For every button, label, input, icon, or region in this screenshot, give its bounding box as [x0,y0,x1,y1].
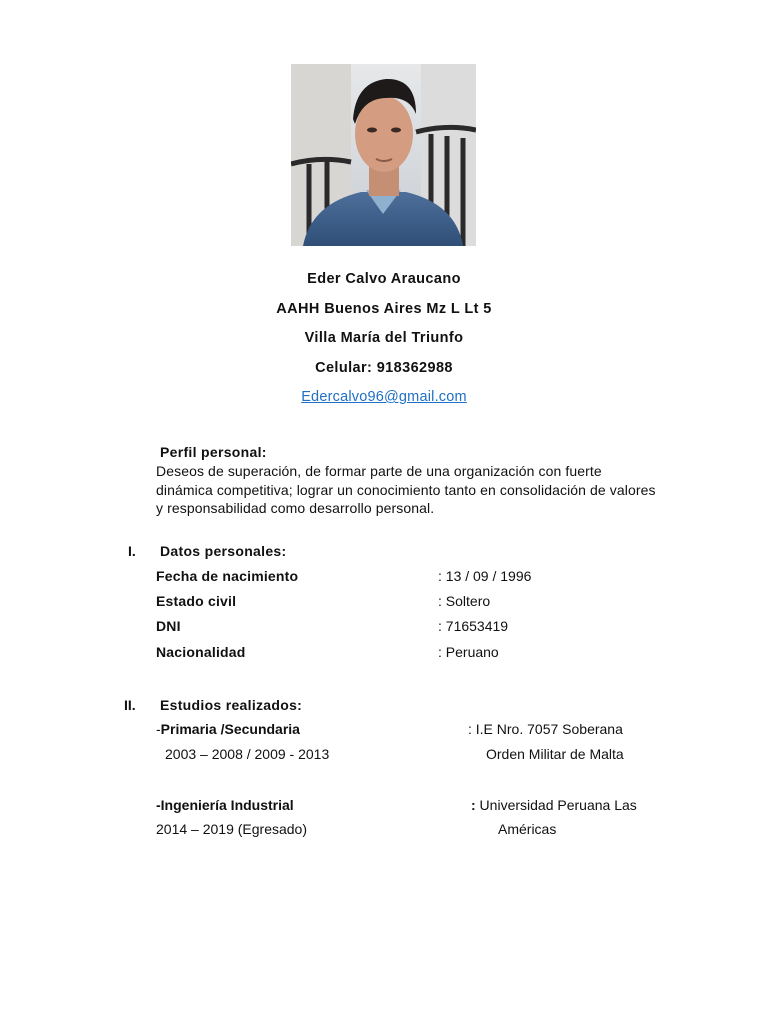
school-level [156,721,300,737]
personal-section-title: Datos personales: [160,543,287,559]
university-degree: -Ingeniería Industrial [156,797,294,813]
row-label: Fecha de nacimiento [156,568,299,584]
school-institution-line1 [468,721,623,737]
profile-photo-illustration [291,64,476,246]
candidate-address: AAHH Buenos Aires Mz L Lt 5 [276,300,492,317]
row-value: : 71653419 [438,618,509,634]
row-value: : 13 / 09 / 1996 [438,568,532,584]
contact-header [0,268,768,408]
school-dash: - [156,721,161,737]
personal-row-dni [0,618,768,638]
university-institution-line2: Américas [498,821,557,837]
school-colon: : [468,721,476,737]
row-value: : Soltero [438,593,491,609]
studies-section-number: II. [124,697,136,713]
profile-heading: Perfil personal: [160,444,267,460]
school-institution-name: I.E Nro. 7057 Soberana [475,721,623,737]
university-institution-name: Universidad Peruana Las [475,797,637,813]
personal-row-nationality [0,644,768,664]
university-institution-line1 [471,797,637,813]
school-years: 2003 – 2008 / 2009 - 2013 [165,746,330,762]
row-label: Estado civil [156,593,237,609]
candidate-district: Villa María del Triunfo [304,330,464,346]
profile-description: Deseos de superación, de formar parte de una organización con fuerte dinámica competitiva; lograr un conocimiento tanto en consolidación de valores y responsabilidad como desarrollo personal. [156,463,656,516]
personal-row-civil-status [0,593,768,613]
candidate-email-link[interactable]: Edercalvo96@gmail.com [301,389,467,405]
personal-row-birthdate [0,568,768,588]
school-institution-line2: Orden Militar de Malta [486,746,624,762]
profile-photo [291,64,476,246]
personal-section-number: I. [128,543,136,559]
university-colon: : [471,797,476,813]
candidate-phone: Celular: 918362988 [315,359,453,376]
school-level-name: Primaria /Secundaria [160,721,300,737]
row-label: DNI [156,618,181,634]
university-years: 2014 – 2019 (Egresado) [156,821,307,837]
candidate-name: Eder Calvo Araucano [307,271,461,287]
studies-section-title: Estudios realizados: [160,697,303,713]
row-value: : Peruano [438,644,499,660]
row-label: Nacionalidad [156,644,246,660]
